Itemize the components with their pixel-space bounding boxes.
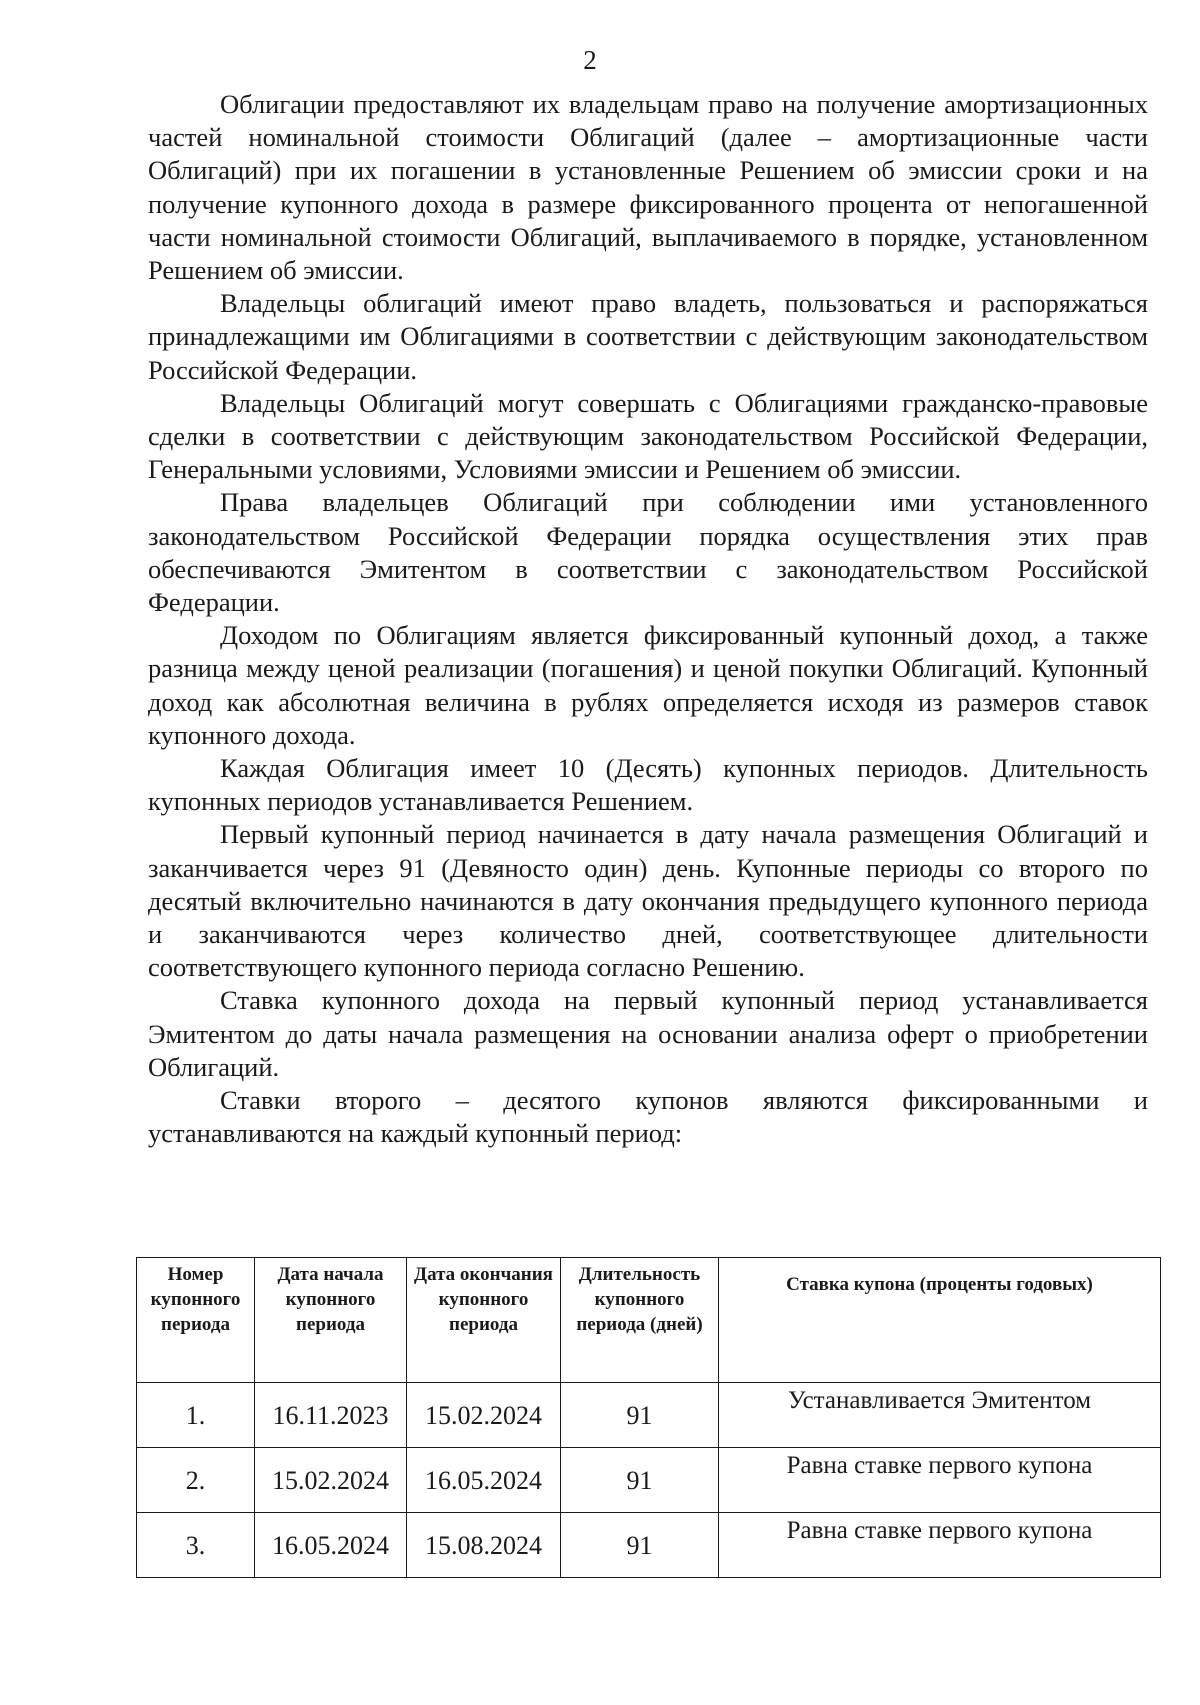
coupon-table [136,1257,1161,1578]
paragraph-owner-rights: Владельцы облигаций имеют право владеть, пользоваться и распоряжаться принадлежащими им Облигациями в соответствии с действующим законодательством Российской Федерации. [148,288,1148,385]
paragraph-civil-transactions: Владельцы Облигаций могут совершать с Облигациями гражданско-правовые сделки в соответствии с действующим законодательством Российской Федерации, Генеральными условиями, Условиями эмиссии и Решением об эмиссии. [148,387,1148,485]
table-row [137,1513,1161,1578]
paragraph-coupon-periods: Первый купонный период начинается в дату начала размещения Облигаций и заканчивается через 91 (Девяносто один) день. Купонные периоды со второго по десятый включительно начинаются в дату окончания предыдущего купонного периода и заканчиваются через количество дней, соответствующее длительности соответствующего купонного периода согласно Решению. [148,819,1148,983]
table-header-row [137,1258,1161,1383]
cell-end-date: 15.08.2024 [407,1513,561,1578]
cell-number: 3. [137,1513,255,1578]
header-duration: Длительность купонного периода (дней) [561,1258,719,1383]
cell-duration: 91 [561,1383,719,1448]
paragraph-bond-rights: Облигации предоставляют их владельцам право на получение амортизационных частей номинальной стоимости Облигаций (далее – амортизационные части Облигаций) при их погашении в установленные Решением об эмиссии сроки и на получение купонного дохода в размере фиксированного процента от непогашенной части номинальной стоимости Облигаций, выплачиваемого в порядке, установленном Решением об эмиссии. [148,89,1148,286]
table-row [137,1448,1161,1513]
header-rate: Ставка купона (проценты годовых) [719,1258,1161,1383]
paragraph-rights-enforcement: Права владельцев Облигаций при соблюдении ими установленного законодательством Российской Федерации порядка осуществления этих прав обеспечиваются Эмитентом в соответствии с законодательством Российской Федерации. [148,487,1148,618]
paragraph-first-rate: Ставка купонного дохода на первый купонный период устанавливается Эмитентом до даты начала размещения на основании анализа оферт о приобретении Облигаций. [148,985,1148,1082]
paragraph-coupon-count: Каждая Облигация имеет 10 (Десять) купонных периодов. Длительность купонных периодов устанавливается Решением. [148,753,1148,817]
header-number: Номер купонного периода [137,1258,255,1383]
cell-start-date: 16.05.2024 [255,1513,407,1578]
header-start-date: Дата начала купонного периода [255,1258,407,1383]
paragraph-fixed-rates: Ставки второго – десятого купонов являются фиксированными и устанавливаются на каждый купонный период: [148,1085,1148,1149]
cell-number: 1. [137,1383,255,1448]
cell-end-date: 15.02.2024 [407,1383,561,1448]
table-row [137,1383,1161,1448]
cell-duration: 91 [561,1448,719,1513]
cell-rate: Устанавливается Эмитентом [719,1383,1161,1448]
cell-number: 2. [137,1448,255,1513]
header-end-date: Дата окончания купонного периода [407,1258,561,1383]
page-number: 2 [583,45,597,75]
cell-start-date: 15.02.2024 [255,1448,407,1513]
paragraph-income: Доходом по Облигациям является фиксированный купонный доход, а также разница между ценой реализации (погашения) и ценой покупки Облигаций. Купонный доход как абсолютная величина в рублях определяется исходя из размеров ставок купонного дохода. [148,620,1148,750]
cell-start-date: 16.11.2023 [255,1383,407,1448]
cell-rate: Равна ставке первого купона [719,1513,1161,1578]
cell-duration: 91 [561,1513,719,1578]
body-text [148,88,1148,1151]
cell-rate: Равна ставке первого купона [719,1448,1161,1513]
cell-end-date: 16.05.2024 [407,1448,561,1513]
